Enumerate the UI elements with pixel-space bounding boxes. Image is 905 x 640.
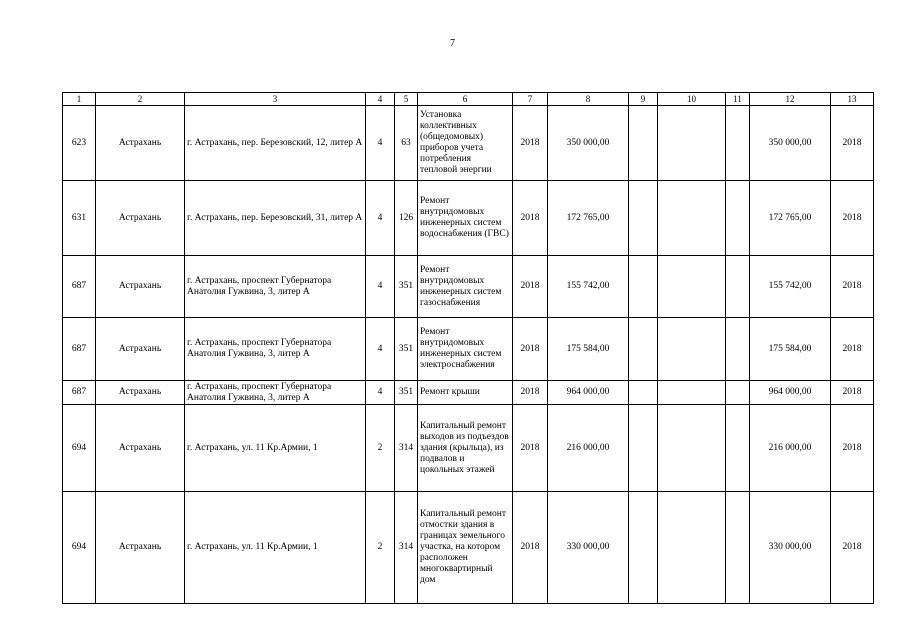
cell-year-end: 2018	[831, 181, 874, 256]
cell-work-type: Ремонт внутридомовых инженерных систем электроснабжения	[418, 318, 513, 381]
cell-col11	[726, 405, 750, 492]
cell-cost: 175 584,00	[548, 318, 629, 381]
cell-number: 623	[63, 106, 96, 181]
cell-col5: 351	[395, 381, 418, 405]
cell-number: 631	[63, 181, 96, 256]
col-header-11: 11	[726, 93, 750, 106]
table-row	[63, 492, 874, 604]
cell-year-end: 2018	[831, 318, 874, 381]
table-row	[63, 318, 874, 381]
cell-work-type: Капитальный ремонт выходов из подъездов здания (крыльца), из подвалов и цокольных этажей	[418, 405, 513, 492]
col-header-8: 8	[548, 93, 629, 106]
cell-address: г. Астрахань, проспект Губернатора Анатолия Гужвина, 3, литер А	[185, 318, 366, 381]
cell-address: г. Астрахань, проспект Губернатора Анатолия Гужвина, 3, литер А	[185, 256, 366, 318]
cell-address: г. Астрахань, ул. 11 Кр.Армии, 1	[185, 405, 366, 492]
cell-col10	[658, 381, 726, 405]
table-row	[63, 256, 874, 318]
cell-col9	[629, 256, 658, 318]
table-row	[63, 106, 874, 181]
cell-year-end: 2018	[831, 405, 874, 492]
table-row	[63, 381, 874, 405]
cell-col10	[658, 492, 726, 604]
capital-repair-table	[62, 92, 874, 604]
cell-year-end: 2018	[831, 106, 874, 181]
cell-col5: 351	[395, 318, 418, 381]
cell-total: 330 000,00	[750, 492, 831, 604]
cell-col4: 4	[366, 256, 395, 318]
cell-col11	[726, 256, 750, 318]
cell-number: 687	[63, 381, 96, 405]
cell-work-type: Ремонт внутридомовых инженерных систем газоснабжения	[418, 256, 513, 318]
cell-address: г. Астрахань, проспект Губернатора Анатолия Гужвина, 3, литер А	[185, 381, 366, 405]
cell-total: 172 765,00	[750, 181, 831, 256]
col-header-13: 13	[831, 93, 874, 106]
cell-work-type: Ремонт крыши	[418, 381, 513, 405]
cell-col10	[658, 318, 726, 381]
cell-year: 2018	[513, 492, 548, 604]
cell-cost: 216 000,00	[548, 405, 629, 492]
col-header-9: 9	[629, 93, 658, 106]
cell-total: 350 000,00	[750, 106, 831, 181]
cell-total: 216 000,00	[750, 405, 831, 492]
col-header-10: 10	[658, 93, 726, 106]
cell-cost: 155 742,00	[548, 256, 629, 318]
cell-cost: 964 000,00	[548, 381, 629, 405]
cell-municipality: Астрахань	[96, 405, 185, 492]
cell-municipality: Астрахань	[96, 181, 185, 256]
cell-municipality: Астрахань	[96, 492, 185, 604]
cell-col5: 314	[395, 492, 418, 604]
cell-col4: 2	[366, 405, 395, 492]
cell-col9	[629, 492, 658, 604]
cell-number: 694	[63, 405, 96, 492]
cell-work-type: Ремонт внутридомовых инженерных систем водоснабжения (ГВС)	[418, 181, 513, 256]
cell-year: 2018	[513, 106, 548, 181]
cell-work-type: Установка коллективных (общедомовых) приборов учета потребления тепловой энергии	[418, 106, 513, 181]
cell-year: 2018	[513, 256, 548, 318]
col-header-6: 6	[418, 93, 513, 106]
cell-col10	[658, 106, 726, 181]
cell-col11	[726, 381, 750, 405]
cell-number: 687	[63, 256, 96, 318]
cell-year: 2018	[513, 381, 548, 405]
cell-work-type: Капитальный ремонт отмостки здания в границах земельного участка, на котором расположен многоквартирный дом	[418, 492, 513, 604]
cell-col9	[629, 318, 658, 381]
col-header-7: 7	[513, 93, 548, 106]
cell-number: 694	[63, 492, 96, 604]
cell-year-end: 2018	[831, 256, 874, 318]
cell-col11	[726, 106, 750, 181]
cell-col4: 4	[366, 318, 395, 381]
cell-cost: 350 000,00	[548, 106, 629, 181]
cell-col9	[629, 181, 658, 256]
cell-municipality: Астрахань	[96, 318, 185, 381]
cell-col5: 351	[395, 256, 418, 318]
cell-address: г. Астрахань, пер. Березовский, 31, литер А	[185, 181, 366, 256]
col-header-2: 2	[96, 93, 185, 106]
cell-number: 687	[63, 318, 96, 381]
cell-col9	[629, 381, 658, 405]
table-row	[63, 405, 874, 492]
cell-total: 155 742,00	[750, 256, 831, 318]
col-header-3: 3	[185, 93, 366, 106]
cell-col5: 126	[395, 181, 418, 256]
cell-col9	[629, 405, 658, 492]
cell-year-end: 2018	[831, 492, 874, 604]
cell-col4: 2	[366, 492, 395, 604]
cell-address: г. Астрахань, пер. Березовский, 12, литер А	[185, 106, 366, 181]
cell-col10	[658, 256, 726, 318]
cell-col9	[629, 106, 658, 181]
col-header-1: 1	[63, 93, 96, 106]
cell-cost: 172 765,00	[548, 181, 629, 256]
cell-col11	[726, 492, 750, 604]
col-header-5: 5	[395, 93, 418, 106]
cell-cost: 330 000,00	[548, 492, 629, 604]
cell-col11	[726, 318, 750, 381]
cell-col10	[658, 181, 726, 256]
page-number: 7	[450, 38, 455, 49]
cell-municipality: Астрахань	[96, 106, 185, 181]
cell-col5: 314	[395, 405, 418, 492]
cell-total: 964 000,00	[750, 381, 831, 405]
cell-year: 2018	[513, 181, 548, 256]
cell-col4: 4	[366, 181, 395, 256]
cell-year: 2018	[513, 318, 548, 381]
header-row	[63, 93, 874, 106]
cell-municipality: Астрахань	[96, 381, 185, 405]
col-header-4: 4	[366, 93, 395, 106]
col-header-12: 12	[750, 93, 831, 106]
cell-col4: 4	[366, 381, 395, 405]
cell-municipality: Астрахань	[96, 256, 185, 318]
cell-col4: 4	[366, 106, 395, 181]
cell-total: 175 584,00	[750, 318, 831, 381]
cell-year-end: 2018	[831, 381, 874, 405]
cell-col5: 63	[395, 106, 418, 181]
cell-col11	[726, 181, 750, 256]
cell-col10	[658, 405, 726, 492]
cell-address: г. Астрахань, ул. 11 Кр.Армии, 1	[185, 492, 366, 604]
cell-year: 2018	[513, 405, 548, 492]
table-row	[63, 181, 874, 256]
